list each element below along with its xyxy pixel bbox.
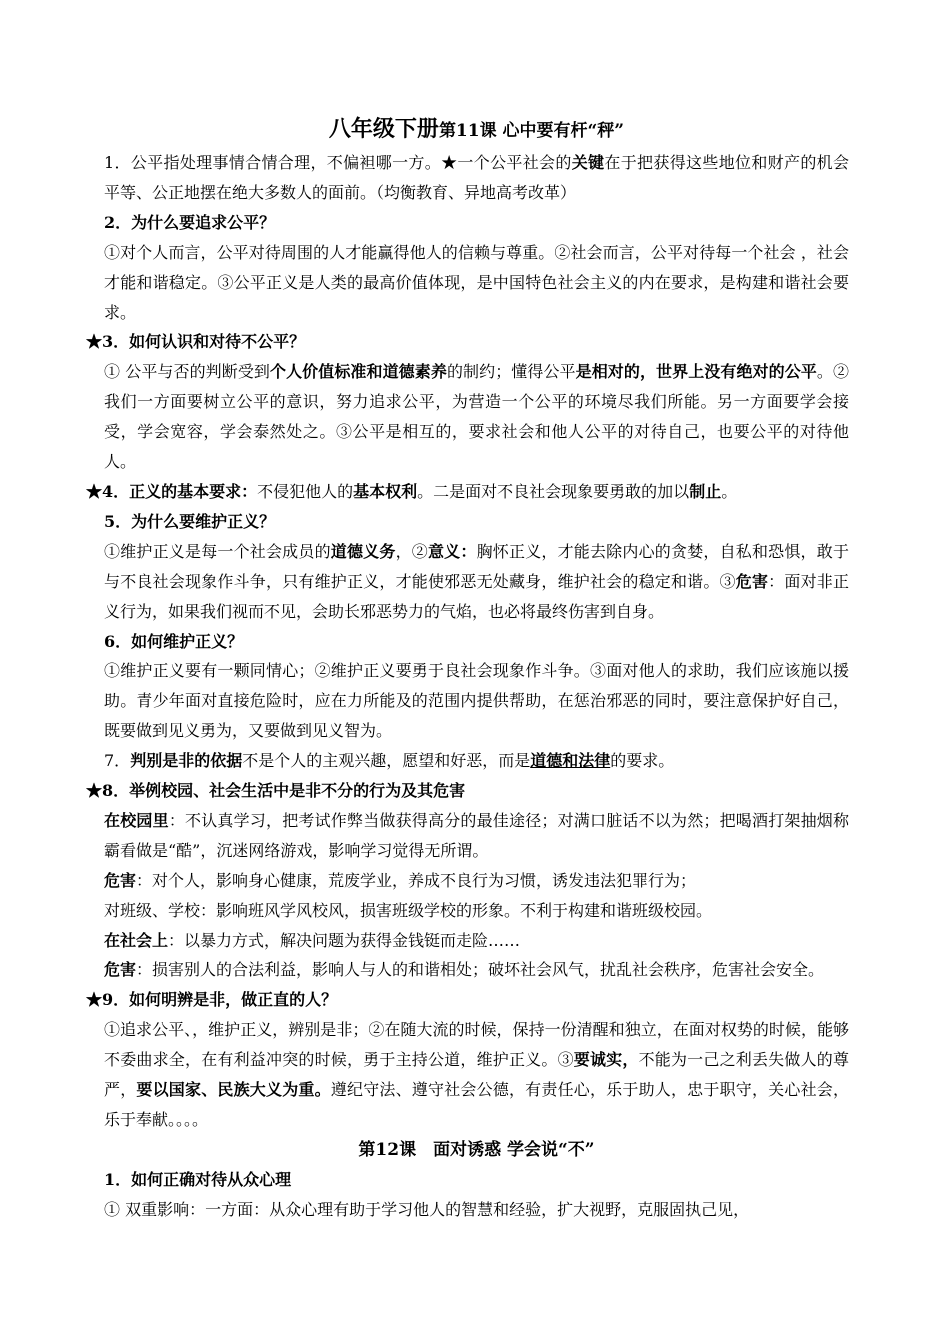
emphasis: 是相对的，世界上没有绝对的公平 xyxy=(575,362,817,382)
emphasis: 个人价值标准和道德素养 xyxy=(270,362,447,382)
answer-8-harm-2 xyxy=(104,955,849,985)
text: 不能为一己之利丢失做人的尊严， xyxy=(104,1050,849,1100)
emphasis: 要以国家、民族大义为重。 xyxy=(136,1080,331,1100)
answer-3 xyxy=(104,357,849,477)
emphasis: 基本权利 xyxy=(353,481,418,501)
text: 不是个人的主观兴趣，愿望和好恶，而是 xyxy=(242,751,531,771)
paragraph-1 xyxy=(104,148,849,208)
underlined-emphasis: 道德和法律 xyxy=(530,751,611,771)
text: ：面对非正义行为，如果我们视而不见，会助长邪恶势力的气焰，也必将最终伤害到自身。 xyxy=(104,571,849,621)
text: 。 xyxy=(721,481,738,501)
text: 遵纪守法、遵守社会公德，有责任心，乐于助人，忠于职守，关心社会，乐于奉献。。。。 xyxy=(104,1080,849,1129)
emphasis: 危害 xyxy=(104,960,137,980)
emphasis: 制止 xyxy=(689,481,722,501)
document-page xyxy=(86,113,849,1225)
answer-8-harm-1b: 对班级、学校：影响班风学风校风，损害班级学校的形象。不利于构建和谐班级校园。 xyxy=(104,900,713,920)
text: ①维护正义是每一个社会成员的 xyxy=(104,541,331,561)
paragraph-7 xyxy=(104,746,849,776)
text: 胸怀正义，才能去除内心的贪婪，自私和恐惧，敢于与不良社会现象作斗争，只有维护正义，才能使邪恶无处藏身，维护社会的稳定和谐。③ xyxy=(104,541,849,591)
question-5: 5．为什么要维护正义？ xyxy=(104,511,276,531)
text: ① 公平与否的判断受到 xyxy=(104,362,271,382)
answer-5 xyxy=(104,537,849,627)
question-3: ★3．如何认识和对待不公平？ xyxy=(86,332,306,352)
text: 的制约；懂得公平 xyxy=(446,362,576,382)
answer-2: ①对个人而言，公平对待周围的人才能赢得他人的信赖与尊重。②社会而言，公平对待每一个社会 ，社会才能和谐稳定。③公平正义是人类的最高价值体现，是中国特色社会主义的内在要求，是构建和谐社会要求。 xyxy=(104,242,849,322)
answer-9 xyxy=(104,1015,849,1135)
text: 不侵犯他人的 xyxy=(257,481,354,501)
text: 。②我们一方面要树立公平的意识，努力追求公平，为营造一个公平的环境尽我们所能。另一方面要学会接受，学会宽容，学会泰然处之。③公平是相互的，要求社会和他人公平的对待自己，也要公平的对待他人。 xyxy=(104,362,849,472)
emphasis: 在社会上 xyxy=(104,930,169,950)
question-9: ★9．如何明辨是非，做正直的人？ xyxy=(86,990,338,1010)
text: 7． xyxy=(104,751,131,771)
question-4 xyxy=(86,477,849,507)
answer-6: ①维护正义要有一颗同情心；②维护正义要勇于良社会现象作斗争。③面对他人的求助，我们应该施以援助。青少年面对直接危险时，应在力所能及的范围内提供帮助，在惩治邪恶的同时，要注意保护好自己，既要做到见义勇为，又要做到见义智为。 xyxy=(104,661,849,741)
question-6: 6．如何维护正义？ xyxy=(104,631,244,651)
text: ：不认真学习，把考试作弊当做获得高分的最佳途径；对满口脏话不以为然；把喝酒打架抽烟称霸看做是“酷”，沉迷网络游戏，影响学习觉得无所谓。 xyxy=(104,810,849,860)
emphasis: 意义： xyxy=(427,541,477,561)
text: ①追求公平、，维护正义，辨别是非；②在随大流的时候，保持一份清醒和独立，在面对权势的时候，能够不委曲求全，在有利益冲突的时候，勇于主持公道，维护正义。③ xyxy=(104,1020,849,1070)
title-lesson: 第11课 心中要有杆“秤” xyxy=(438,121,625,141)
document-title xyxy=(104,113,849,147)
text: ，② xyxy=(395,541,428,561)
emphasis: 危害 xyxy=(104,870,137,890)
section-12-title: 第12课 面对诱惑 学会说“不” xyxy=(358,1139,595,1160)
text: 的要求。 xyxy=(610,751,675,771)
answer-8-harm-1 xyxy=(104,866,849,896)
answer-8-society xyxy=(104,926,849,956)
emphasis: 道德义务 xyxy=(330,541,396,561)
title-grade: 八年级下册 xyxy=(328,116,439,142)
emphasis: 要诚实， xyxy=(573,1050,639,1070)
text: ：对个人，影响身心健康，荒废学业，养成不良行为习惯，诱发违法犯罪行为； xyxy=(136,870,697,890)
emphasis: 危害 xyxy=(735,571,769,591)
emphasis: 在校园里 xyxy=(104,810,169,830)
emphasis: 关键 xyxy=(571,153,605,172)
emphasis: 判别是非的依据 xyxy=(130,751,243,771)
text: 1．公平指处理事情合情合理，不偏袒哪一方。★一个公平社会的 xyxy=(104,153,572,172)
text: 。二是面对不良社会现象要勇敢的加以 xyxy=(417,481,690,501)
text: 在于把获得这些地位和财产的机会平等、公正地摆在绝大多数人的面前。（均衡教育、异地高考改革） xyxy=(104,153,849,202)
question-12-1: 1．如何正确对待从众心理 xyxy=(104,1169,292,1189)
emphasis: ★4．正义的基本要求： xyxy=(86,481,258,501)
answer-8-campus xyxy=(104,806,849,866)
text: ：损害别人的合法利益，影响人与人的和谐相处；破坏社会风气，扰乱社会秩序，危害社会安全。 xyxy=(136,960,825,980)
question-2: 2．为什么要追求公平？ xyxy=(104,212,276,232)
answer-12-1: ① 双重影响：一方面：从众心理有助于学习他人的智慧和经验，扩大视野，克服固执己见， xyxy=(104,1199,750,1219)
text: ：以暴力方式，解决问题为获得金钱铤而走险…… xyxy=(168,930,521,950)
question-8: ★8．举例校园、社会生活中是非不分的行为及其危害 xyxy=(86,781,466,801)
